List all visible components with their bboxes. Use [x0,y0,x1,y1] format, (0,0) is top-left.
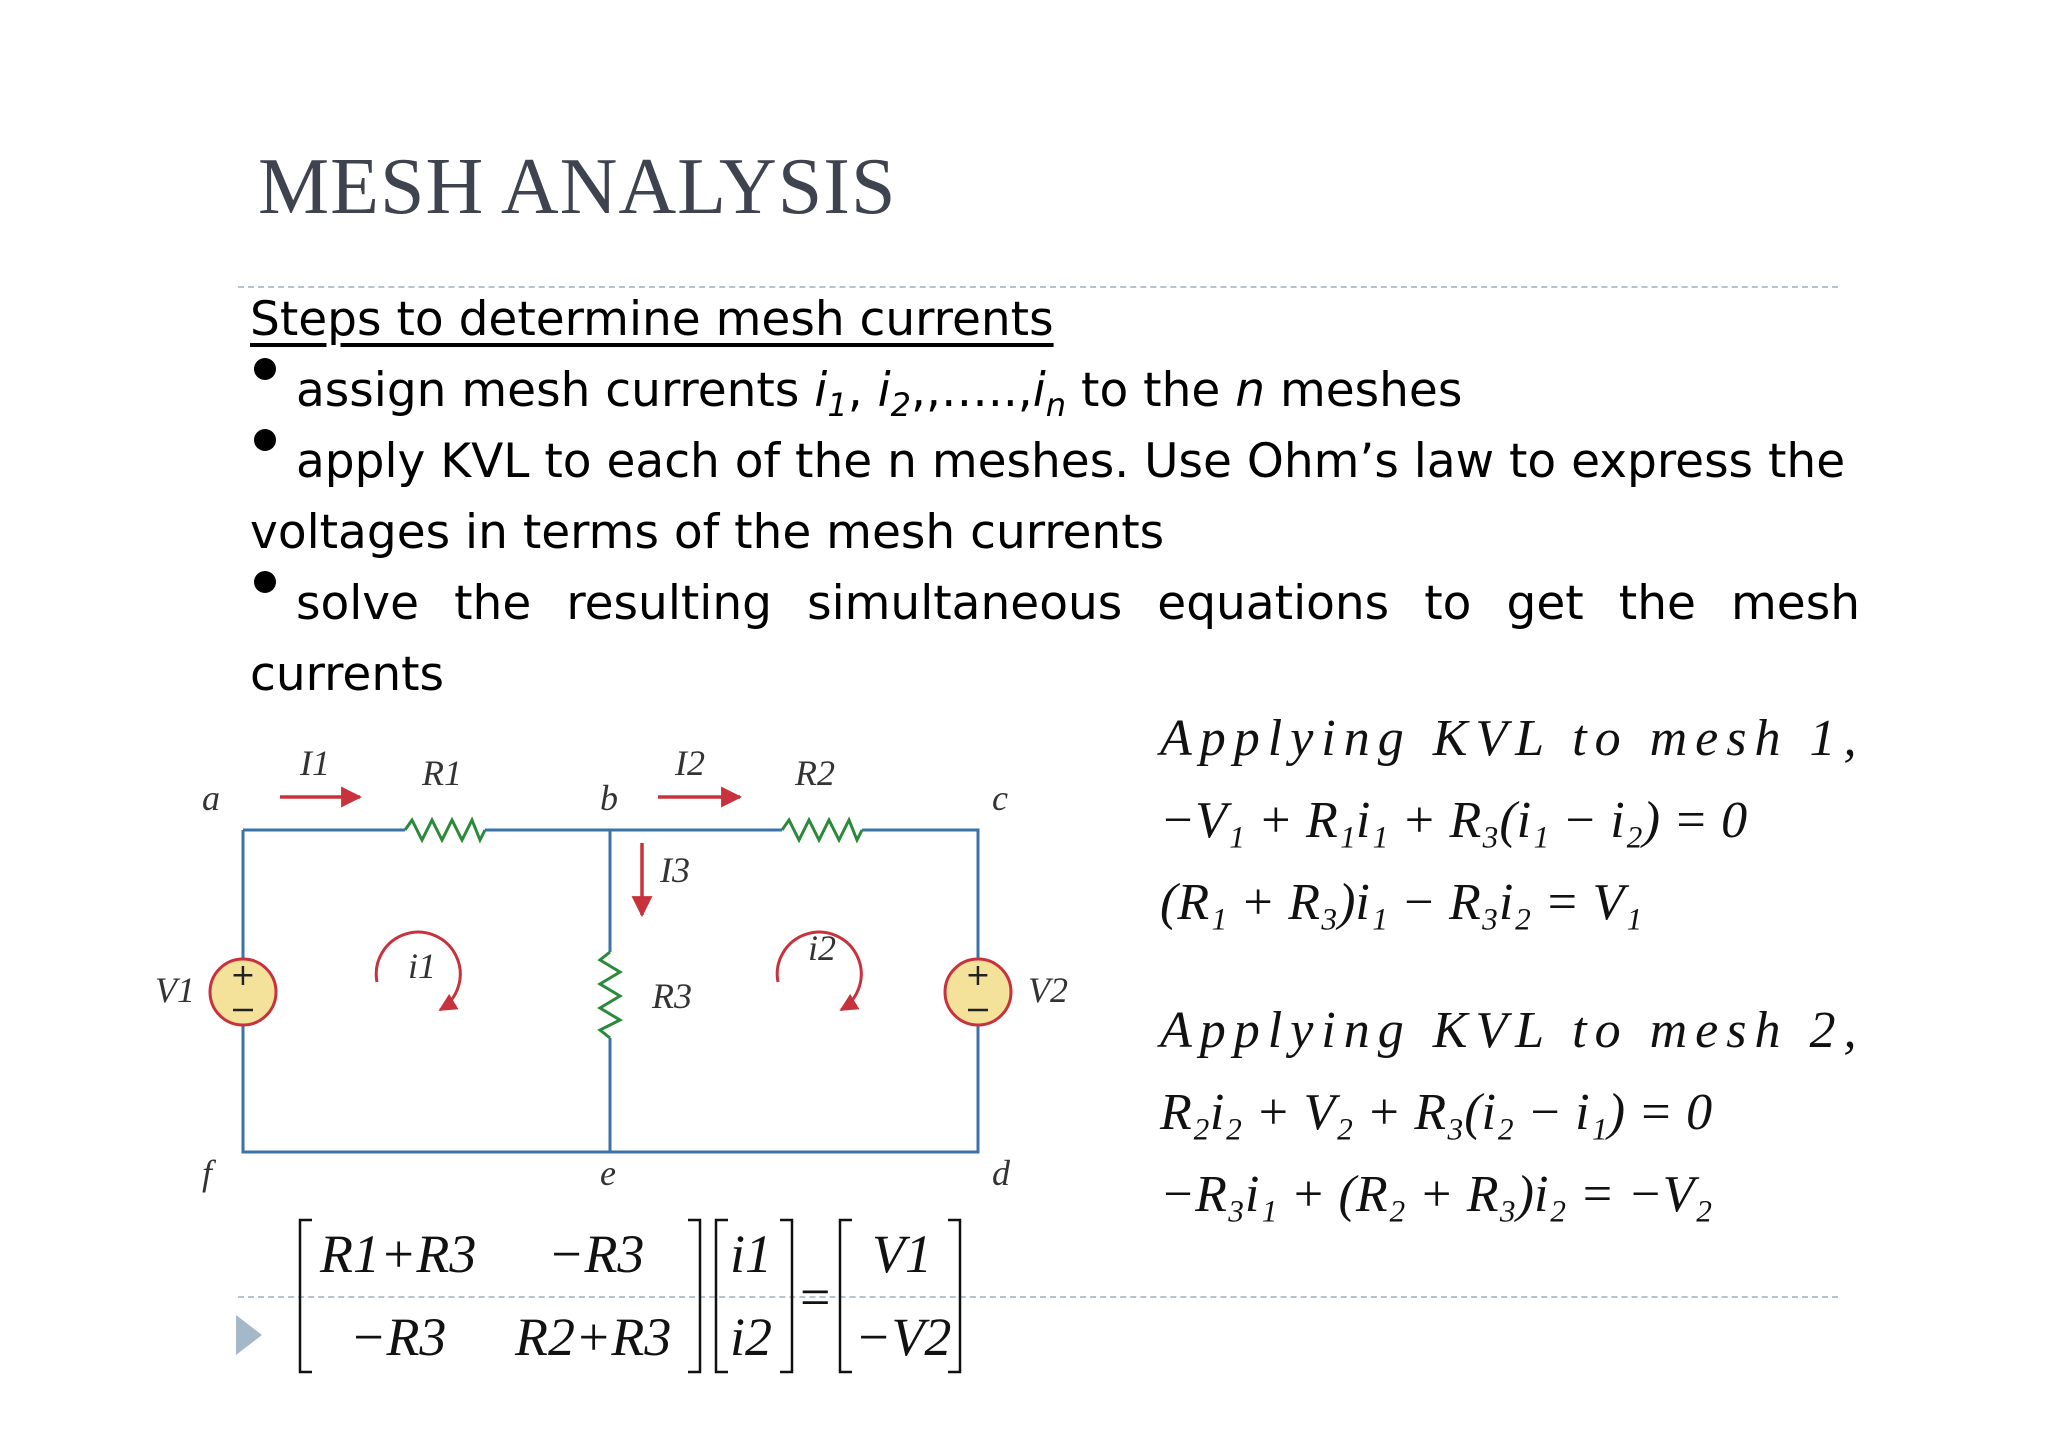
mesh1-eq2: (R₁ + R₃)i₁ − R₃i₂ = V₁ [1160,874,1643,931]
bullet-1-text-3: meshes [1265,363,1463,418]
node-c: c [992,778,1008,818]
mesh-current-i1: i [814,363,828,418]
label-mesh-i1: i1 [408,946,437,986]
bullet-dot-icon [254,429,276,451]
resistor-r1 [405,820,485,840]
label-r3: R3 [652,976,692,1016]
subscript-2: 2 [890,386,912,424]
vector-i1: i1 [730,1224,773,1284]
source-v2 [945,958,1011,1025]
source-v1 [210,958,276,1025]
slide-title: MESH ANALYSIS [258,143,897,231]
comma: , [847,363,878,418]
content-body [250,284,1860,710]
node-d: d [992,1153,1010,1193]
label-mesh-i2: i2 [808,928,837,968]
bullet-1 [250,355,1860,426]
mesh-current-in: i [1032,363,1046,418]
n-variable: n [1235,363,1266,418]
matrix-equation [280,1200,980,1380]
resistor-r3 [600,952,620,1038]
label-r1: R1 [422,753,462,793]
mesh2-eq1: R₂i₂ + V₂ + R₃(i₂ − i₁) = 0 [1160,1084,1713,1141]
subscript-n: n [1045,386,1067,424]
plus-icon: + [965,958,991,993]
matrix-a22: R2+R3 [515,1307,672,1367]
matrix-equals: = [800,1267,831,1327]
play-icon [236,1315,262,1355]
matrix-a21: −R3 [350,1307,447,1367]
bullet-1-text: assign mesh currents [296,363,815,418]
mesh1-label: Applying KVL to mesh 1, [1160,710,1865,767]
matrix-entries [319,1224,951,1367]
bullet-2 [250,426,1860,568]
matrix-a12: −R3 [548,1224,645,1284]
resistor-r2 [782,820,862,840]
label-v2: V2 [1028,970,1068,1010]
circuit-diagram [130,720,1090,1210]
mesh2-eq2: −R₃i₁ + (R₂ + R₃)i₂ = −V₂ [1160,1166,1713,1223]
subscript-1: 1 [827,386,848,424]
label-i3-branch: I3 [660,850,690,890]
node-a: a [202,778,220,818]
bullet-dot-icon [254,571,276,593]
mesh1-eq1: −V₁ + R₁i₁ + R₃(i₁ − i₂) = 0 [1160,792,1748,849]
vector-neg-v2: −V2 [855,1307,952,1367]
bullet-3 [250,568,1860,710]
mesh2-equations [1160,990,1864,1236]
plus-icon: + [230,958,256,993]
bullet-3-text: solve the resulting simultaneous equations to get the mesh currents [250,576,1860,702]
label-r2: R2 [795,753,835,793]
node-e: e [600,1153,616,1193]
bullet-dot-icon [254,358,276,380]
mesh2-label: Applying KVL to mesh 2, [1160,1002,1865,1059]
vector-v1: V1 [872,1224,932,1284]
steps-heading: Steps to determine mesh currents [250,292,1054,347]
bullet-1-text-2: to the [1066,363,1236,418]
ellipsis: ,,….., [911,363,1033,418]
label-i2-branch: I2 [675,743,705,783]
node-b: b [600,778,618,818]
label-v1: V1 [155,970,195,1010]
node-f: f [202,1153,213,1193]
bullet-2-text: apply KVL to each of the n meshes. Use Ohm’s law to express the voltages in terms of the mesh currents [250,434,1846,560]
mesh1-equations [1160,698,1864,944]
mesh-current-i2: i [877,363,891,418]
label-i1-branch: I1 [300,743,330,783]
vector-i2: i2 [730,1307,773,1367]
matrix-a11: R1+R3 [320,1224,477,1284]
